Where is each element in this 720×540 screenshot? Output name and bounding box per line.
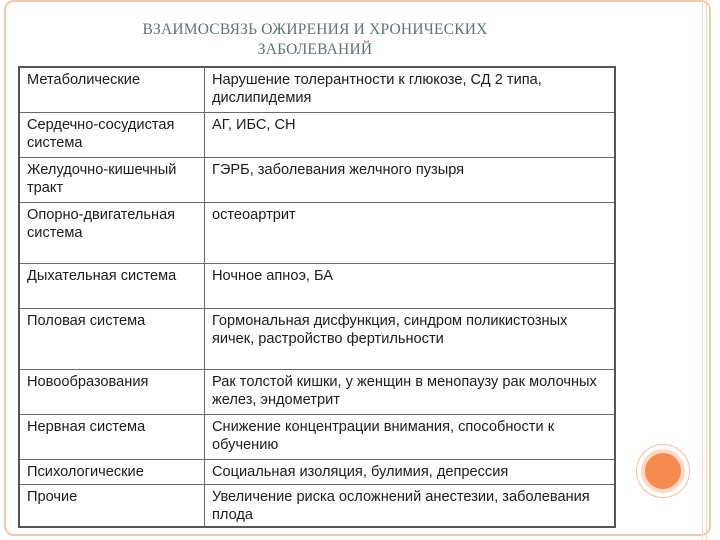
system-cell: Опорно-двигательная система xyxy=(19,202,205,263)
disease-cell: Социальная изоляция, булимия, депрессия xyxy=(205,459,616,484)
table-row xyxy=(19,263,615,308)
decor-circle xyxy=(641,449,685,493)
system-cell: Метаболические xyxy=(19,67,205,112)
obesity-disease-table xyxy=(18,66,616,528)
disease-cell: Гормональная дисфункция, синдром поликистозных яичек, растройство фертильности xyxy=(205,308,616,369)
table-row xyxy=(19,369,615,414)
system-cell: Нервная система xyxy=(19,414,205,459)
system-cell: Дыхательная система xyxy=(19,263,205,308)
disease-cell: Нарушение толерантности к глюкозе, СД 2 типа, дислипидемия xyxy=(205,67,616,112)
disease-cell: Ночное апноэ, БА xyxy=(205,263,616,308)
system-cell: Новообразования xyxy=(19,369,205,414)
disease-cell: Рак толстой кишки, у женщин в менопаузу рак молочных желез, эндометрит xyxy=(205,369,616,414)
table-row xyxy=(19,202,615,263)
title-line-2: ЗАБОЛЕВАНИЙ xyxy=(257,41,373,58)
disease-cell: Снижение концентрации внимания, способности к обучению xyxy=(205,414,616,459)
table-row xyxy=(19,157,615,202)
system-cell: Психологические xyxy=(19,459,205,484)
table-row xyxy=(19,112,615,157)
table-row xyxy=(19,459,615,484)
table-row xyxy=(19,414,615,459)
decor-line xyxy=(702,0,703,540)
system-cell: Половая система xyxy=(19,308,205,369)
disease-cell: АГ, ИБС, СН xyxy=(205,112,616,157)
system-cell: Сердечно-сосудистая система xyxy=(19,112,205,157)
slide-title xyxy=(40,20,590,60)
title-line-1: ВЗАИМОСВЯЗЬ ОЖИРЕНИЯ И ХРОНИЧЕСКИХ xyxy=(142,21,488,38)
system-cell: Прочие xyxy=(19,484,205,527)
decor-line xyxy=(706,0,707,540)
table-row xyxy=(19,308,615,369)
table-row xyxy=(19,67,615,112)
disease-cell: Увеличение риска осложнений анестезии, заболевания плода xyxy=(205,484,616,527)
disease-cell: ГЭРБ, заболевания желчного пузыря xyxy=(205,157,616,202)
system-cell: Желудочно-кишечный тракт xyxy=(19,157,205,202)
table-row xyxy=(19,484,615,527)
disease-cell: остеоартрит xyxy=(205,202,616,263)
